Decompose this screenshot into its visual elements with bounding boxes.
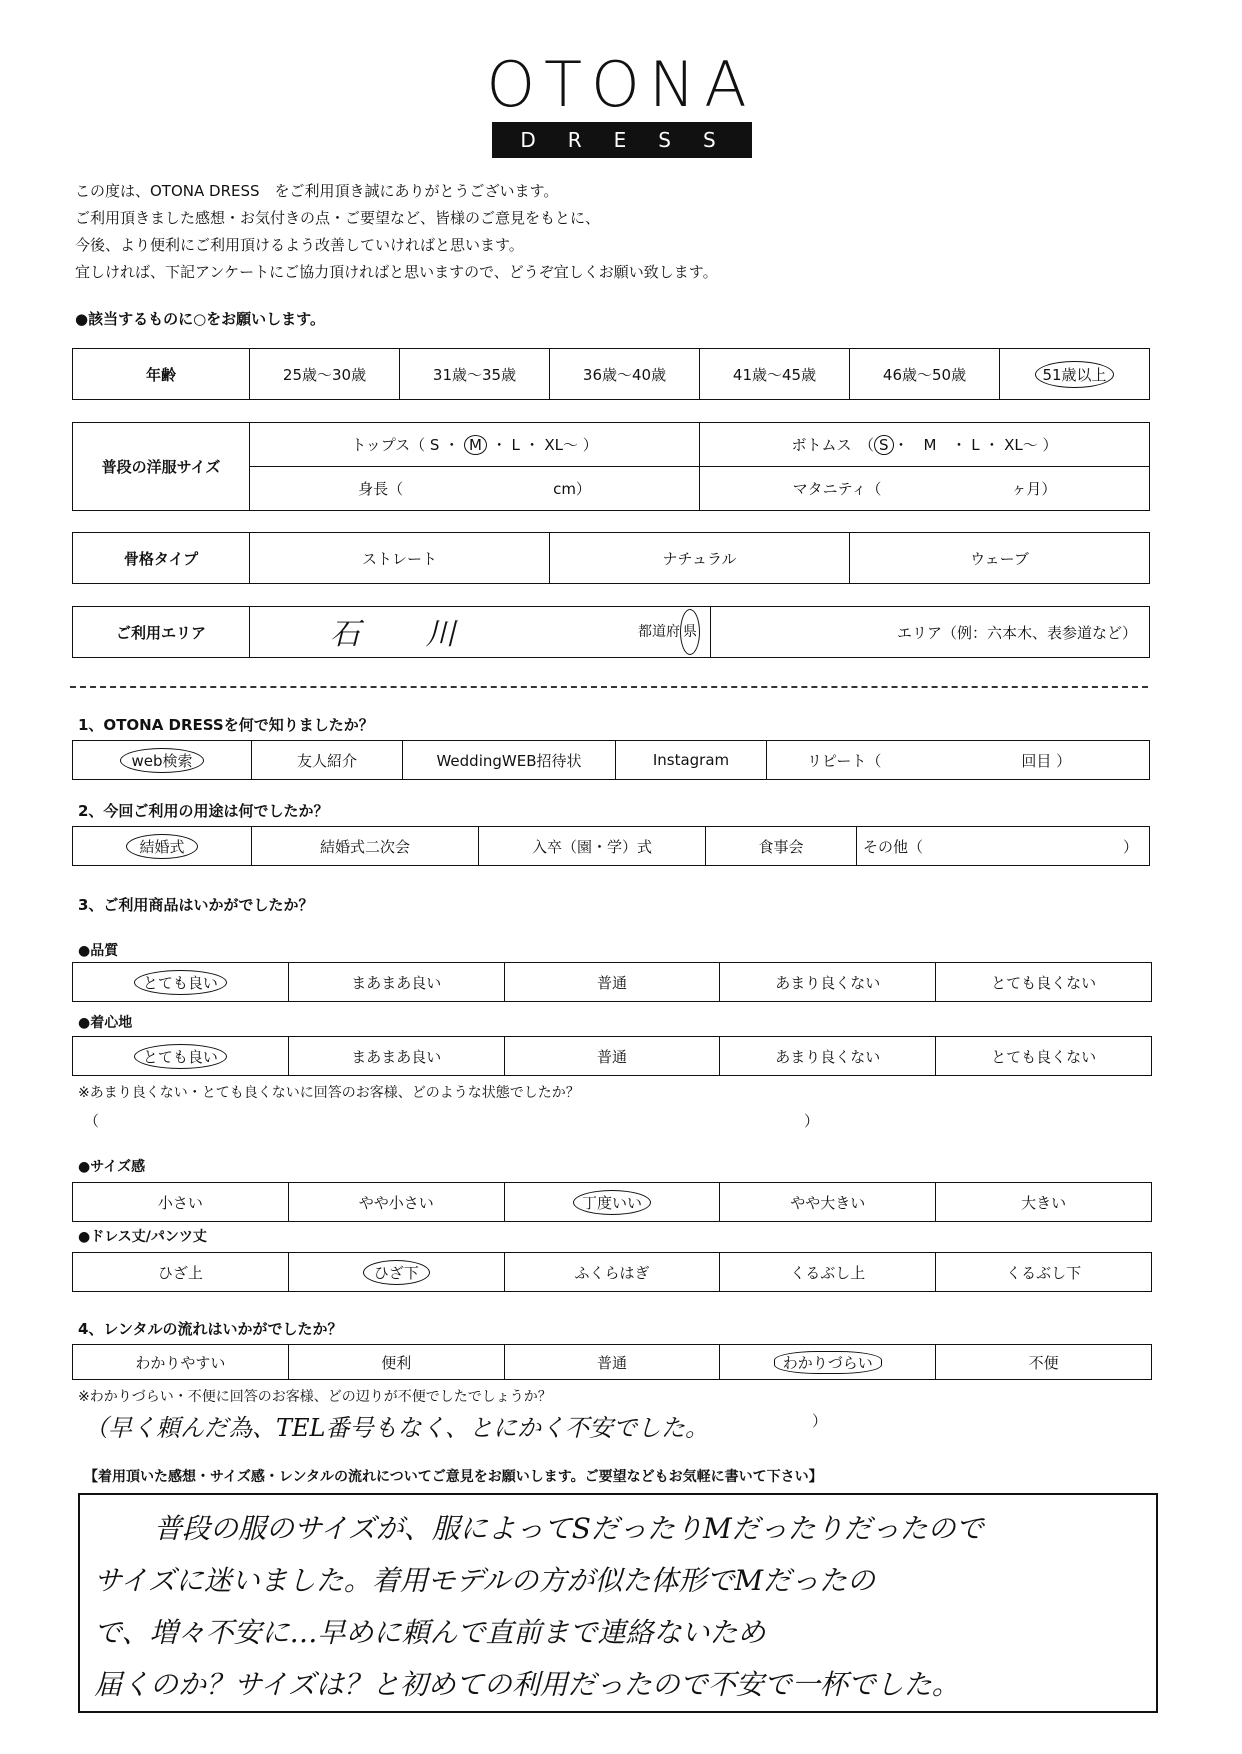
length-table: [72, 1252, 1152, 1292]
age-option[interactable]: 31歳～35歳: [400, 349, 550, 400]
fit-option-selected[interactable]: [504, 1183, 720, 1222]
other-label: その他（: [863, 837, 924, 856]
size-table: [72, 422, 1150, 511]
comfort-option[interactable]: まあまあ良い: [288, 1037, 504, 1076]
q4-option[interactable]: 普通: [504, 1345, 720, 1380]
intro-line: 今後、より便利にご利用頂けるよう改善していければと思います。: [75, 236, 524, 254]
q2-option[interactable]: 食事会: [706, 827, 857, 866]
q1-table: [72, 740, 1150, 780]
body-type-option[interactable]: ナチュラル: [550, 533, 850, 584]
comfort-option[interactable]: とても良くない: [936, 1037, 1152, 1076]
selected-circle: とても良い: [134, 1044, 227, 1069]
q2-title: 2、今回ご利用の用途は何でしたか？: [78, 802, 329, 820]
comment-box[interactable]: [78, 1493, 1158, 1713]
q3-title: 3、ご利用商品はいかがでしたか？: [78, 896, 314, 914]
height-field[interactable]: [250, 467, 700, 511]
q4-option-selected[interactable]: [720, 1345, 936, 1380]
height-unit: cm）: [553, 480, 591, 498]
age-label: 年齢: [73, 349, 250, 400]
length-option[interactable]: ひざ上: [73, 1253, 289, 1292]
comment-text: [94, 1503, 1142, 1711]
q1-option-selected[interactable]: [73, 741, 252, 780]
comment-line: 届くのか？サイズは？と初めての利用だったので不安で一杯でした。: [94, 1668, 960, 1701]
bottoms-size[interactable]: [700, 423, 1150, 467]
maternity-label: マタニティ（: [792, 480, 882, 498]
body-type-option[interactable]: ウェーブ: [850, 533, 1150, 584]
logo-wordmark: OTONA: [486, 48, 756, 121]
quality-table: [72, 962, 1152, 1002]
q1-option[interactable]: WeddingWEB招待状: [403, 741, 616, 780]
area-field[interactable]: エリア（例：六本木、表参道など）: [711, 607, 1150, 658]
body-type-option[interactable]: ストレート: [250, 533, 550, 584]
prefecture-field[interactable]: [250, 607, 711, 658]
age-table: [72, 348, 1150, 400]
comfort-option[interactable]: 普通: [504, 1037, 720, 1076]
q4-table: [72, 1344, 1152, 1380]
length-option-selected[interactable]: [288, 1253, 504, 1292]
bad-close: ）: [804, 1112, 820, 1130]
q1-option[interactable]: Instagram: [616, 741, 767, 780]
q4-title: 4、レンタルの流れはいかがでしたか？: [78, 1320, 343, 1338]
q2-table: [72, 826, 1150, 866]
intro-line: この度は、OTONA DRESS をご利用頂き誠にありがとうございます。: [75, 182, 559, 200]
other-close: ）: [1123, 837, 1139, 856]
instruction: ●該当するものに○をお願いします。: [75, 310, 325, 328]
prefecture-value: 石 川: [330, 617, 484, 652]
q4-answer-close: ）: [812, 1412, 828, 1430]
quality-option[interactable]: とても良くない: [936, 963, 1152, 1002]
age-option-selected[interactable]: [1000, 349, 1150, 400]
fit-option[interactable]: やや小さい: [288, 1183, 504, 1222]
bad-note: ※あまり良くない・とても良くないに回答のお客様、どのような状態でしたか？: [78, 1085, 580, 1101]
prefecture-suffix-circled: 県: [680, 609, 700, 655]
comfort-option[interactable]: あまり良くない: [720, 1037, 936, 1076]
selected-circle: 丁度いい: [573, 1190, 651, 1215]
maternity-field[interactable]: [700, 467, 1150, 511]
q4-option[interactable]: 不便: [936, 1345, 1152, 1380]
selected-circle: 51歳以上: [1035, 361, 1113, 388]
height-label: 身長（: [358, 480, 404, 498]
comfort-label: ●着心地: [78, 1015, 133, 1031]
area-label: ご利用エリア: [73, 607, 250, 658]
repeat-unit: 回目 ）: [1021, 751, 1072, 770]
area-table: [72, 606, 1150, 658]
quality-option[interactable]: あまり良くない: [720, 963, 936, 1002]
comment-line: サイズに迷いました。着用モデルの方が似た体形でMだったの: [94, 1564, 876, 1597]
comment-line: 普段の服のサイズが、服によってSだったりMだったりだったので: [154, 1512, 984, 1545]
comfort-table: [72, 1036, 1152, 1076]
age-option[interactable]: 36歳～40歳: [550, 349, 700, 400]
q2-option[interactable]: 結婚式二次会: [252, 827, 479, 866]
selected-circle: ひざ下: [363, 1260, 430, 1285]
comment-heading: 【着用頂いた感想・サイズ感・レンタルの流れについてご意見をお願いします。ご要望などもお気軽に書いて下さい】: [84, 1469, 823, 1485]
bottoms-label: ボトムス （: [791, 436, 874, 454]
q4-answer: （早く頼んだ為、TEL番号もなく、とにかく不安でした。: [84, 1414, 709, 1442]
quality-option-selected[interactable]: [73, 963, 289, 1002]
fit-option[interactable]: 大きい: [936, 1183, 1152, 1222]
selected-circle: web検索: [120, 748, 203, 773]
divider: [70, 686, 1148, 688]
q2-option-selected[interactable]: [73, 827, 252, 866]
fit-option[interactable]: 小さい: [73, 1183, 289, 1222]
tops-rest: ・ L ・ XL～ ）: [486, 436, 598, 454]
selected-circle: とても良い: [134, 970, 227, 995]
fit-label: ●サイズ感: [78, 1159, 146, 1175]
tops-label: トップス（ S ・: [351, 436, 464, 454]
prefecture-suffix: 都道府: [638, 624, 680, 640]
fit-option[interactable]: やや大きい: [720, 1183, 936, 1222]
age-option[interactable]: 25歳～30歳: [250, 349, 400, 400]
body-type-table: [72, 532, 1150, 584]
length-option[interactable]: ふくらはぎ: [504, 1253, 720, 1292]
selected-circle: 結婚式: [126, 834, 197, 859]
quality-option[interactable]: まあまあ良い: [288, 963, 504, 1002]
maternity-unit: ヶ月）: [1011, 480, 1057, 498]
body-type-label: 骨格タイプ: [73, 533, 250, 584]
length-label: ●ドレス丈/パンツ丈: [78, 1229, 207, 1245]
size-label: 普段の洋服サイズ: [73, 423, 250, 511]
selected-circle: わかりづらい: [774, 1351, 882, 1374]
q4-note: ※わかりづらい・不便に回答のお客様、どの辺りが不便でしたでしょうか？: [78, 1389, 552, 1405]
length-option[interactable]: くるぶし下: [936, 1253, 1152, 1292]
q2-option[interactable]: 入卒（園・学）式: [479, 827, 706, 866]
repeat-label: リピート（: [807, 751, 882, 770]
bottoms-rest: ・ M ・ L ・ XL～ ）: [893, 436, 1058, 454]
comment-line: で、増々不安に…早めに頼んで直前まで連絡ないため: [94, 1616, 766, 1649]
tops-size[interactable]: [250, 423, 700, 467]
q1-option[interactable]: 友人紹介: [252, 741, 403, 780]
quality-option[interactable]: 普通: [504, 963, 720, 1002]
q1-repeat[interactable]: [767, 741, 1150, 780]
intro-line: 宜しければ、下記アンケートにご協力頂ければと思いますので、どうぞ宜しくお願い致します。: [75, 263, 718, 281]
q1-title: 1、OTONA DRESSを何で知りましたか？: [78, 716, 374, 734]
age-option[interactable]: 46歳～50歳: [850, 349, 1000, 400]
comfort-option-selected[interactable]: [73, 1037, 289, 1076]
intro-line: ご利用頂きました感想・お気付きの点・ご要望など、皆様のご意見をもとに、: [75, 209, 601, 227]
age-option[interactable]: 41歳～45歳: [700, 349, 850, 400]
intro-text: [75, 178, 718, 286]
q2-other[interactable]: [857, 827, 1150, 866]
q4-option[interactable]: わかりやすい: [73, 1345, 289, 1380]
fit-table: [72, 1182, 1152, 1222]
q4-option[interactable]: 便利: [288, 1345, 504, 1380]
quality-label: ●品質: [78, 943, 119, 959]
bad-open: （: [84, 1112, 100, 1130]
tops-selected: M: [464, 435, 487, 455]
bottoms-selected: S: [874, 435, 894, 455]
logo-subtitle: DRESS: [492, 122, 752, 158]
length-option[interactable]: くるぶし上: [720, 1253, 936, 1292]
